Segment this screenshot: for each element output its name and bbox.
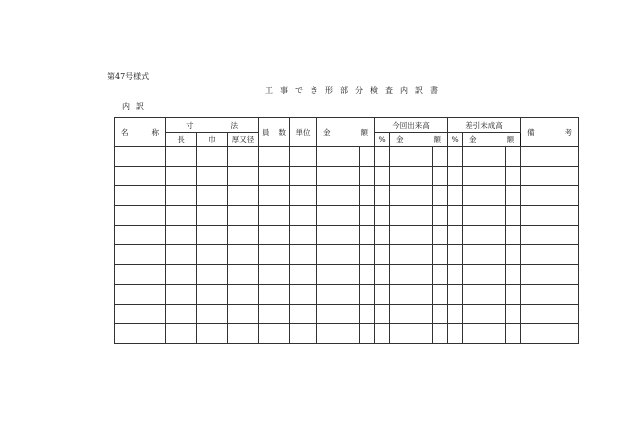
table-cell xyxy=(463,186,506,206)
table-cell xyxy=(433,284,448,304)
table-cell xyxy=(197,225,228,245)
table-cell xyxy=(197,265,228,285)
table-cell xyxy=(375,147,390,167)
table-cell xyxy=(197,284,228,304)
table-cell xyxy=(197,245,228,265)
table-cell xyxy=(360,284,375,304)
table-cell xyxy=(115,206,166,226)
table-cell xyxy=(259,304,290,324)
table-cell xyxy=(375,225,390,245)
table-cell xyxy=(290,186,317,206)
table-cell xyxy=(228,186,259,206)
table-cell xyxy=(259,265,290,285)
table-cell xyxy=(115,265,166,285)
table-cell xyxy=(259,225,290,245)
table-cell xyxy=(433,304,448,324)
table-cell xyxy=(390,304,433,324)
table-cell xyxy=(228,265,259,285)
table-cell xyxy=(360,265,375,285)
table-cell xyxy=(259,186,290,206)
header-remarks: 備 考 xyxy=(521,118,579,147)
header-unit: 単位 xyxy=(290,118,317,147)
table-row xyxy=(115,225,579,245)
header-amount: 金 額 xyxy=(317,118,375,147)
table-cell xyxy=(448,265,463,285)
table-row xyxy=(115,166,579,186)
table-cell xyxy=(228,245,259,265)
table-cell xyxy=(166,265,197,285)
table-cell xyxy=(506,284,521,304)
table-cell xyxy=(521,304,579,324)
table-cell xyxy=(317,304,360,324)
table-cell xyxy=(228,284,259,304)
table-cell xyxy=(521,245,579,265)
table-cell xyxy=(463,284,506,304)
table-cell xyxy=(228,206,259,226)
table-cell xyxy=(433,147,448,167)
table-cell xyxy=(521,186,579,206)
table-cell xyxy=(259,166,290,186)
table-cell xyxy=(375,186,390,206)
table-cell xyxy=(521,225,579,245)
table-cell xyxy=(290,166,317,186)
table-cell xyxy=(433,225,448,245)
table-cell xyxy=(197,206,228,226)
header-length: 長 xyxy=(166,133,197,147)
table-cell xyxy=(521,284,579,304)
table-cell xyxy=(463,245,506,265)
table-cell xyxy=(375,324,390,344)
table-cell xyxy=(290,265,317,285)
table-cell xyxy=(290,206,317,226)
table-cell xyxy=(506,147,521,167)
table-cell xyxy=(506,304,521,324)
table-row xyxy=(115,265,579,285)
table-cell xyxy=(228,147,259,167)
table-cell xyxy=(390,166,433,186)
header-pct: % xyxy=(375,133,390,147)
table-cell xyxy=(259,206,290,226)
table-cell xyxy=(448,166,463,186)
table-cell xyxy=(390,265,433,285)
table-cell xyxy=(463,147,506,167)
table-cell xyxy=(115,225,166,245)
header-bal-amount: 金 額 xyxy=(463,133,521,147)
table-cell xyxy=(317,206,360,226)
table-cell xyxy=(390,147,433,167)
table-cell xyxy=(115,324,166,344)
table-cell xyxy=(521,324,579,344)
header-width: 巾 xyxy=(197,133,228,147)
table-cell xyxy=(166,324,197,344)
table-cell xyxy=(506,324,521,344)
table-cell xyxy=(521,206,579,226)
table-cell xyxy=(290,304,317,324)
table-cell xyxy=(115,166,166,186)
table-cell xyxy=(375,245,390,265)
table-cell xyxy=(228,225,259,245)
table-cell xyxy=(360,324,375,344)
header-tp-amount: 金 額 xyxy=(390,133,448,147)
table-cell xyxy=(197,166,228,186)
table-cell xyxy=(448,186,463,206)
table-cell xyxy=(259,245,290,265)
table-cell xyxy=(228,324,259,344)
table-cell xyxy=(521,166,579,186)
table-cell xyxy=(360,147,375,167)
table-cell xyxy=(463,265,506,285)
header-bal-pct: % xyxy=(448,133,463,147)
table-cell xyxy=(360,225,375,245)
table-cell xyxy=(360,245,375,265)
table-cell xyxy=(259,284,290,304)
table-cell xyxy=(115,284,166,304)
table-cell xyxy=(317,284,360,304)
table-row xyxy=(115,186,579,206)
table-cell xyxy=(197,304,228,324)
table-cell xyxy=(317,225,360,245)
header-quantity: 員 数 xyxy=(259,118,290,147)
table-cell xyxy=(360,186,375,206)
breakdown-table xyxy=(114,117,579,344)
header-dimensions: 寸 法 xyxy=(166,118,259,133)
table-cell xyxy=(390,225,433,245)
table-cell xyxy=(166,166,197,186)
table-cell xyxy=(390,284,433,304)
table-cell xyxy=(463,206,506,226)
document-title: 工事でき形部分検査内訳書 xyxy=(265,86,445,95)
table-cell xyxy=(448,225,463,245)
section-label: 内訳 xyxy=(122,102,150,111)
header-balance: 差引未成高 xyxy=(448,118,521,133)
header-this-period: 今回出来高 xyxy=(375,118,448,133)
table-cell xyxy=(317,324,360,344)
table-cell xyxy=(375,265,390,285)
table-cell xyxy=(197,147,228,167)
table-cell xyxy=(506,245,521,265)
table-cell xyxy=(433,166,448,186)
table-cell xyxy=(463,166,506,186)
table-cell xyxy=(317,147,360,167)
table-cell xyxy=(166,284,197,304)
table-cell xyxy=(290,324,317,344)
table-cell xyxy=(506,206,521,226)
table-cell xyxy=(360,166,375,186)
header-thickness: 厚又径 xyxy=(228,133,259,147)
table-cell xyxy=(463,324,506,344)
table-row xyxy=(115,304,579,324)
table-cell xyxy=(448,245,463,265)
table-cell xyxy=(259,147,290,167)
table-cell xyxy=(166,225,197,245)
table-cell xyxy=(463,225,506,245)
table-cell xyxy=(115,147,166,167)
table-cell xyxy=(166,147,197,167)
table-cell xyxy=(115,304,166,324)
table-cell xyxy=(375,304,390,324)
table-cell xyxy=(166,304,197,324)
table-row xyxy=(115,324,579,344)
table-cell xyxy=(506,186,521,206)
table-cell xyxy=(433,245,448,265)
form-number: 第47号様式 xyxy=(107,72,150,81)
table-cell xyxy=(448,206,463,226)
table-cell xyxy=(521,147,579,167)
table-cell xyxy=(448,324,463,344)
table-cell xyxy=(290,284,317,304)
table-cell xyxy=(317,186,360,206)
table-cell xyxy=(197,324,228,344)
table-cell xyxy=(506,166,521,186)
table-row xyxy=(115,284,579,304)
table-cell xyxy=(463,304,506,324)
table-cell xyxy=(433,265,448,285)
table-row xyxy=(115,206,579,226)
header-name: 名 称 xyxy=(115,118,166,147)
table-cell xyxy=(375,166,390,186)
table-cell xyxy=(197,186,228,206)
table-cell xyxy=(433,324,448,344)
table-cell xyxy=(506,225,521,245)
table-cell xyxy=(433,206,448,226)
table-cell xyxy=(290,245,317,265)
table-row xyxy=(115,147,579,167)
table-cell xyxy=(290,147,317,167)
table-cell xyxy=(228,304,259,324)
table-cell xyxy=(317,166,360,186)
table-cell xyxy=(390,324,433,344)
table-cell xyxy=(448,147,463,167)
table-cell xyxy=(375,206,390,226)
table-cell xyxy=(390,206,433,226)
table-cell xyxy=(360,206,375,226)
table-cell xyxy=(317,265,360,285)
table-cell xyxy=(375,284,390,304)
table-cell xyxy=(506,265,521,285)
table-cell xyxy=(390,186,433,206)
table-cell xyxy=(433,186,448,206)
table-cell xyxy=(166,206,197,226)
table-cell xyxy=(115,245,166,265)
table-cell xyxy=(448,304,463,324)
table-cell xyxy=(115,186,166,206)
table-cell xyxy=(390,245,433,265)
table-cell xyxy=(259,324,290,344)
table-cell xyxy=(166,186,197,206)
table-cell xyxy=(317,245,360,265)
table-cell xyxy=(448,284,463,304)
table-cell xyxy=(360,304,375,324)
table-cell xyxy=(166,245,197,265)
table-cell xyxy=(228,166,259,186)
table-cell xyxy=(290,225,317,245)
table-cell xyxy=(521,265,579,285)
table-row xyxy=(115,245,579,265)
